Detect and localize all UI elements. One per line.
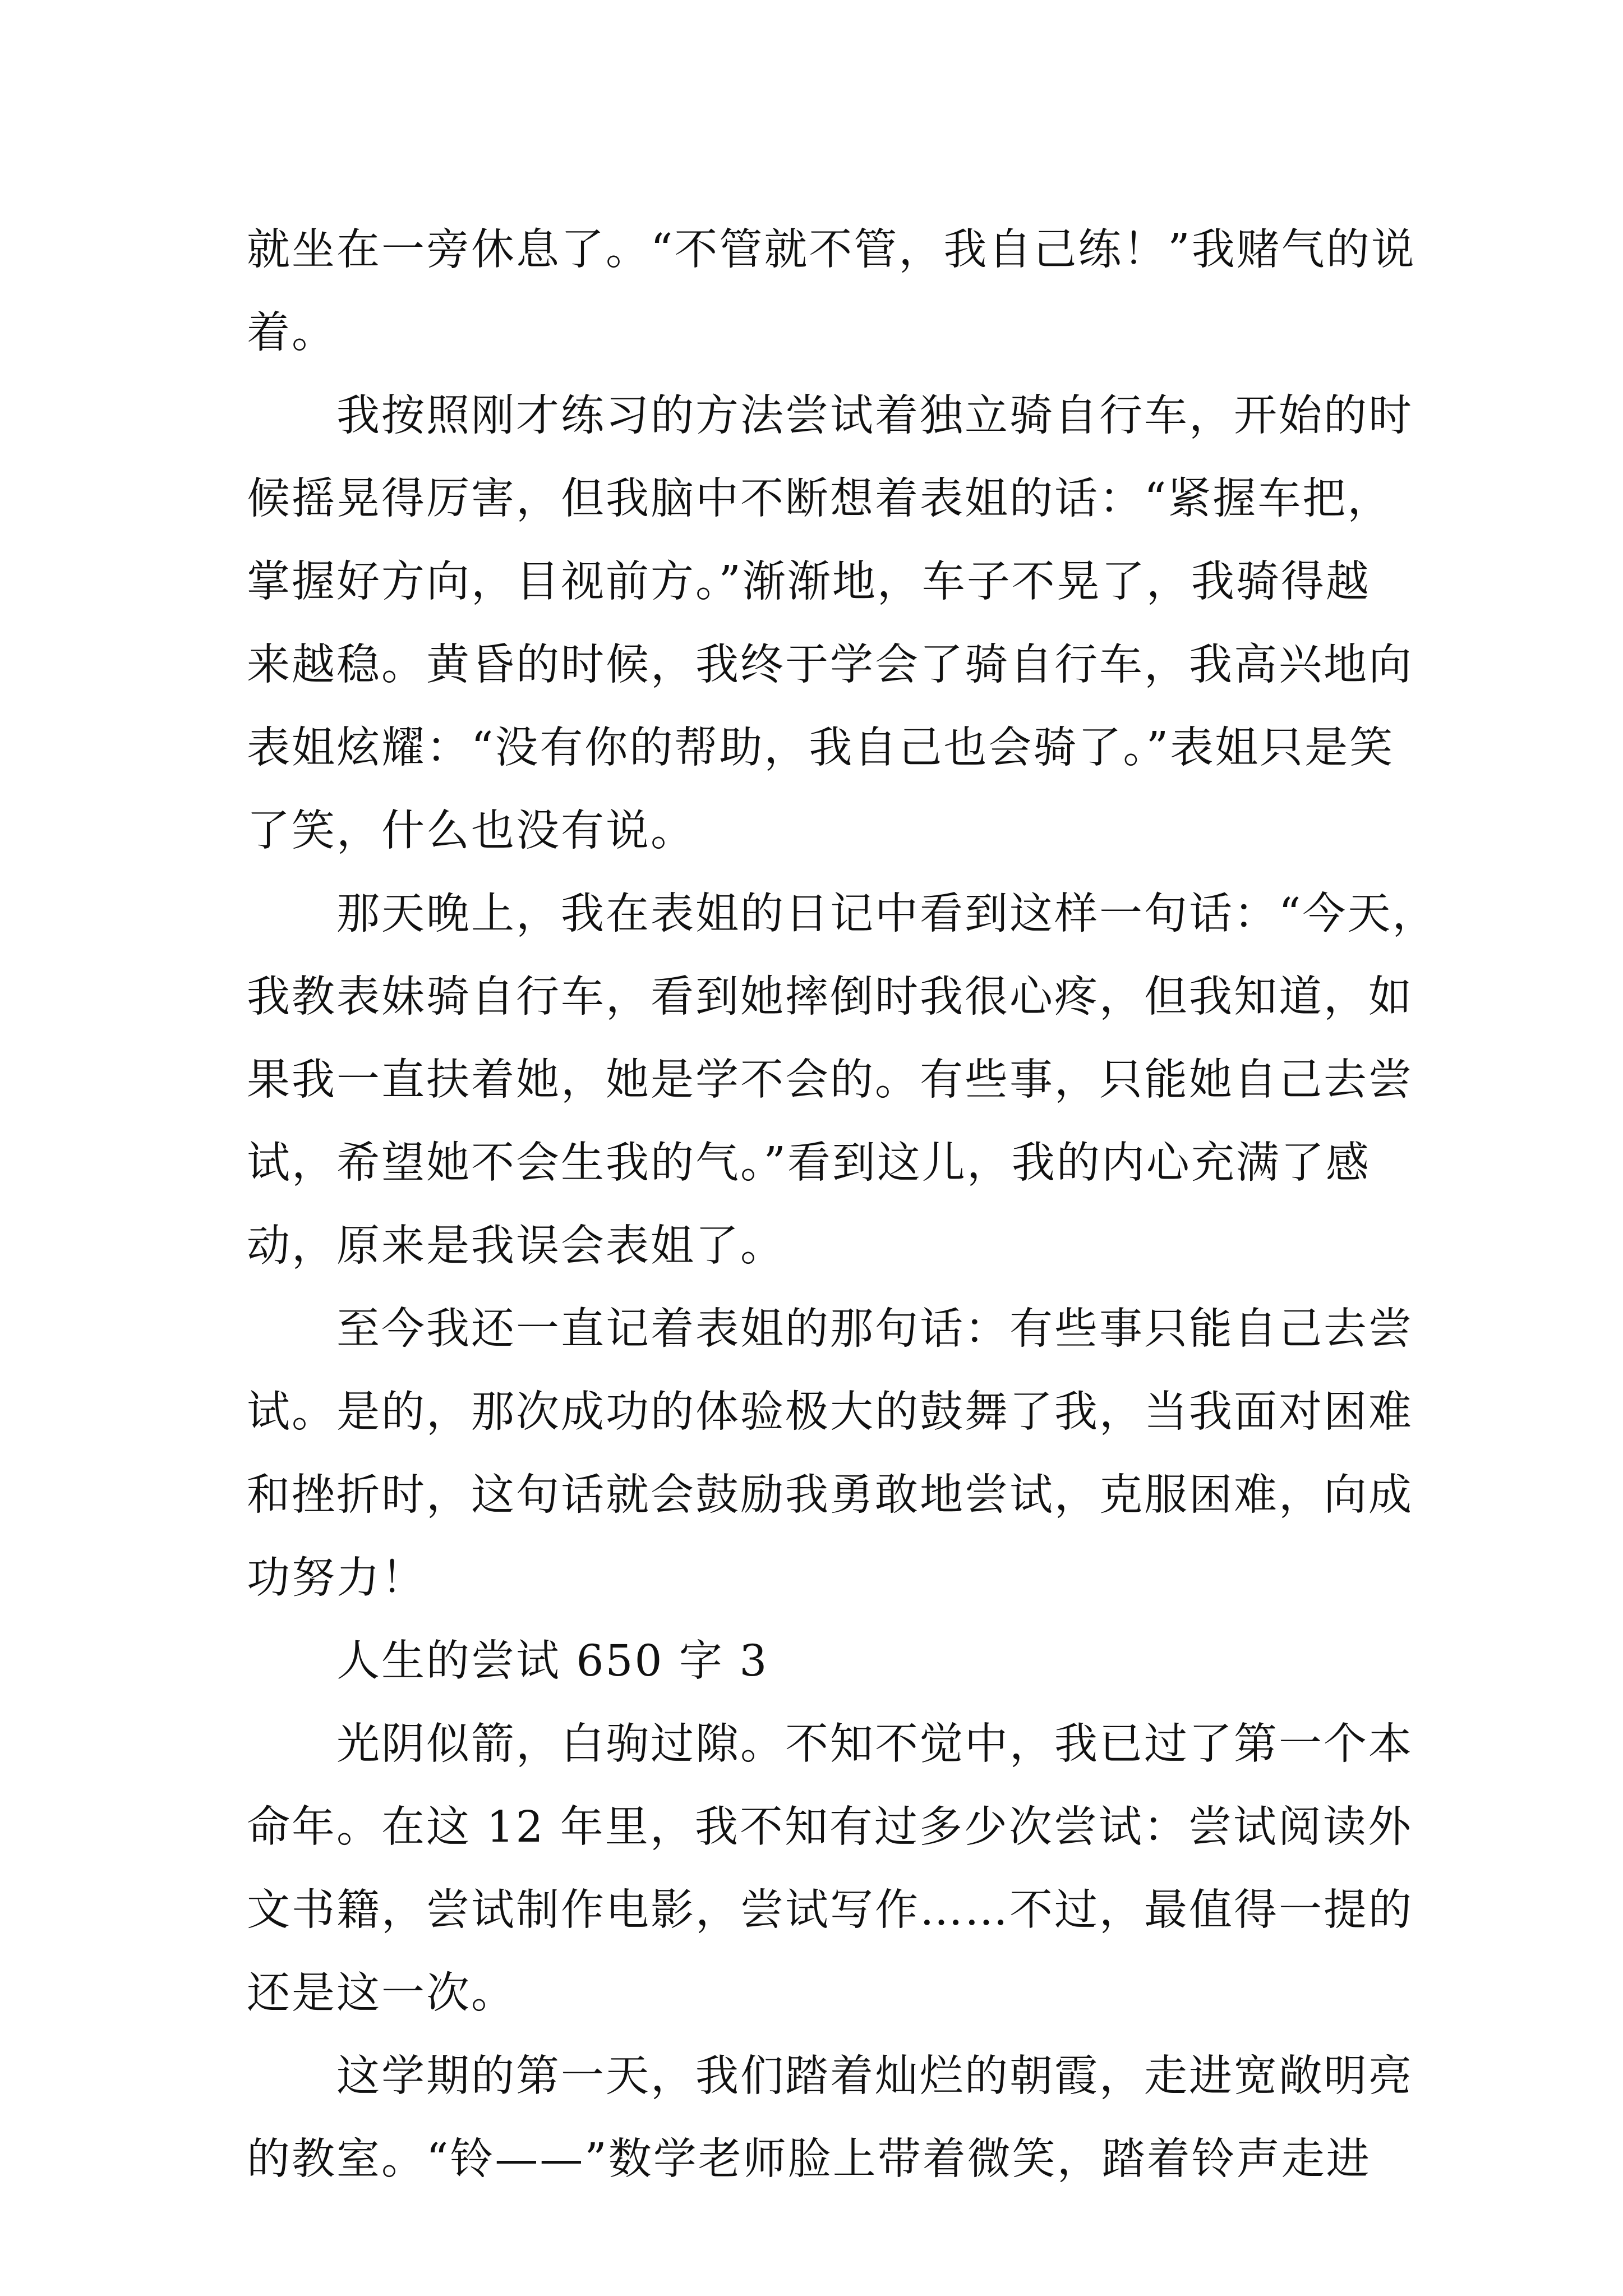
text-line: 动，原来是我误会表姐了。 (247, 1221, 785, 1271)
text-line: 这学期的第一天，我们踏着灿烂的朝霞，走进宽敞明亮 (336, 2051, 1413, 2101)
text-line: 表姐炫耀：“没有你的帮助，我自己也会骑了。”表姐只是笑 (247, 723, 1395, 773)
text-line: 功努力！ (247, 1553, 426, 1603)
document-body (247, 209, 1437, 2201)
text-line: 我按照刚才练习的方法尝试着独立骑自行车，开始的时 (336, 391, 1413, 441)
text-line: 的教室。“铃——”数学老师脸上带着微笑，踏着铃声走进 (247, 2134, 1371, 2184)
text-line: 文书籍，尝试制作电影，尝试写作……不过，最值得一提的 (247, 1885, 1413, 1935)
text-line: 光阴似箭，白驹过隙。不知不觉中，我已过了第一个本 (336, 1719, 1413, 1769)
text-line: 我教表妹骑自行车，看到她摔倒时我很心疼，但我知道，如 (247, 972, 1413, 1022)
text-line: 候摇晃得厉害，但我脑中不断想着表姐的话：“紧握车把， (247, 474, 1393, 524)
text-line: 还是这一次。 (247, 1968, 516, 2018)
text-line: 至今我还一直记着表姐的那句话：有些事只能自己去尝 (336, 1304, 1413, 1354)
text-line: 命年。在这 12 年里，我不知有过多少次尝试：尝试阅读外 (247, 1802, 1413, 1852)
text-line: 那天晚上，我在表姐的日记中看到这样一句话：“今天， (336, 889, 1437, 939)
text-line: 人生的尝试 650 字 3 (336, 1636, 769, 1686)
text-line: 和挫折时，这句话就会鼓励我勇敢地尝试，克服困难，向成 (247, 1470, 1413, 1520)
text-line: 试，希望她不会生我的气。”看到这儿，我的内心充满了感 (247, 1138, 1371, 1188)
text-line: 果我一直扶着她，她是学不会的。有些事，只能她自己去尝 (247, 1055, 1413, 1105)
text-line: 着。 (247, 308, 336, 358)
text-line: 来越稳。黄昏的时候，我终于学会了骑自行车，我高兴地向 (247, 640, 1413, 690)
text-line: 了笑，什么也没有说。 (247, 806, 695, 856)
text-line: 试。是的，那次成功的体验极大的鼓舞了我，当我面对困难 (247, 1387, 1413, 1437)
text-line: 就坐在一旁休息了。“不管就不管，我自己练！”我赌气的说 (247, 225, 1416, 275)
text-line: 掌握好方向，目视前方。”渐渐地，车子不晃了，我骑得越 (247, 557, 1371, 607)
